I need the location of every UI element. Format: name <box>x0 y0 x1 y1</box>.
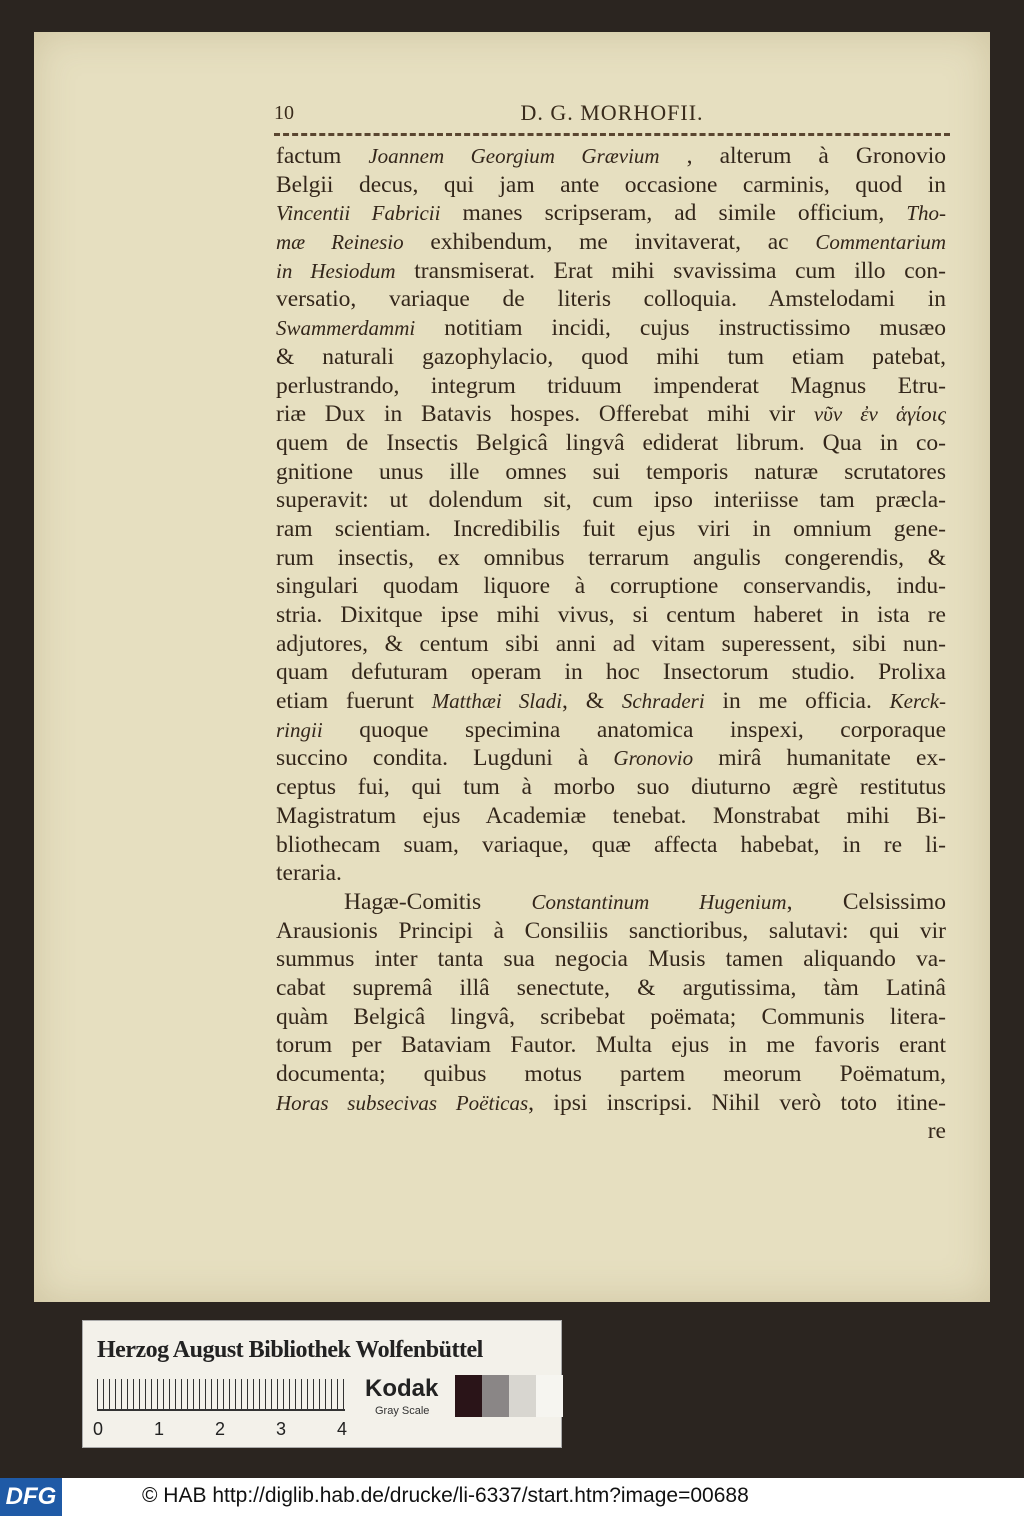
text-line <box>276 773 946 802</box>
italic-name: Gronovio <box>613 746 694 771</box>
text-segment: torum per Bataviam Fautor. Multa ejus in me favoris erant <box>276 1032 946 1059</box>
text-segment: perlustrando, integrum triduum impenderat Magnus Etru- <box>276 372 946 399</box>
italic-name: in Hesiodum <box>276 258 396 283</box>
italic-name: Kerck- <box>889 689 946 714</box>
text-segment: ram scientiam. Incredibilis fuit ejus viri in omnium gene- <box>276 515 946 542</box>
text-segment: mirâ humanitate ex- <box>693 745 946 772</box>
dfg-logo: DFG <box>0 1478 62 1516</box>
text-line <box>276 257 946 286</box>
italic-name: mæ Reinesio <box>276 230 404 255</box>
italic-name: Swammerdammi <box>276 316 416 341</box>
italic-name: Constantinum Hugenium <box>531 889 787 914</box>
italic-name: Commentarium <box>815 230 946 255</box>
text-segment: rum insectis, ex omnibus terrarum angulis congerendis, & <box>276 544 946 571</box>
text-segment: Hagæ-Comitis <box>344 888 532 915</box>
text-line <box>276 974 946 1003</box>
text-line <box>276 171 946 200</box>
italic-name: Horas subsecivas Poëticas <box>276 1090 529 1115</box>
text-line <box>276 687 946 716</box>
text-line <box>276 372 946 401</box>
text-line <box>276 658 946 687</box>
text-segment: singulari quodam liquore à corruptione conservandis, indu- <box>276 573 946 600</box>
text-segment: stria. Dixitque ipse mihi vivus, si centum haberet in ista re <box>276 602 946 628</box>
gray-scale-label: Gray Scale <box>375 1405 430 1417</box>
text-line <box>276 400 946 429</box>
gray-swatch <box>536 1375 563 1417</box>
page-number: 10 <box>274 102 294 124</box>
text-line <box>276 572 946 601</box>
text-segment: manes scripseram, ad simile officium, <box>440 200 907 227</box>
text-line <box>276 515 946 544</box>
footer-bar <box>0 1478 1024 1516</box>
header-rule <box>274 133 950 136</box>
text-segment: versatio, variaque de literis colloquia. Amstelodami in <box>276 286 946 313</box>
italic-name: Tho- <box>906 201 946 226</box>
text-segment: riæ Dux in Batavis hospes. Offerebat mihi vir <box>276 401 814 428</box>
text-line <box>276 744 946 773</box>
text-line <box>276 1117 946 1146</box>
text-segment: quem de Insectis Belgicâ lingvâ ediderat librum. Qua in co- <box>276 429 946 456</box>
text-line <box>276 1031 946 1060</box>
ruler-number: 4 <box>337 1419 348 1439</box>
text-line <box>276 343 946 372</box>
text-line <box>276 1089 946 1118</box>
text-segment: quàm Belgicâ lingvâ, scribebat poëmata; Communis litera- <box>276 1003 946 1030</box>
color-calibration-card <box>82 1320 562 1448</box>
text-segment: summus inter tanta sua negocia Musis tamen aliquando va- <box>276 946 946 973</box>
ruler-number: 1 <box>154 1419 165 1439</box>
text-line <box>276 630 946 659</box>
text-segment: Belgii decus, qui jam ante occasione carminis, quod in <box>276 171 946 198</box>
italic-name: Vincentii Fabricii <box>276 201 441 226</box>
text-line <box>276 859 946 888</box>
text-segment: , ipsi inscripsi. Nihil verò toto itine- <box>528 1089 946 1116</box>
text-line <box>276 716 946 745</box>
text-segment: , Celsissimo <box>786 888 946 915</box>
italic-name: Schraderi <box>621 689 705 714</box>
text-line <box>276 142 946 171</box>
text-segment: etiam fuerunt <box>276 688 432 715</box>
scale-ruler <box>97 1379 345 1411</box>
running-title: D. G. MORHOFII. <box>520 100 704 125</box>
text-segment: documenta; quibus motus partem meorum Poëmatum, <box>276 1061 946 1087</box>
text-line <box>276 1060 946 1089</box>
page-text <box>276 142 946 1146</box>
text-segment: & naturali gazophylacio, quod mihi tum etiam patebat, <box>276 343 946 370</box>
ruler-number: 0 <box>93 1419 104 1439</box>
text-line <box>276 228 946 257</box>
text-segment: in me officia. <box>704 688 890 715</box>
text-line <box>276 486 946 515</box>
text-line <box>276 458 946 487</box>
running-head <box>274 100 950 130</box>
text-segment: notitiam incidi, cujus instructissimo musæo <box>415 315 946 342</box>
gray-swatch <box>509 1375 536 1417</box>
text-segment: superavit: ut dolendum sit, cum ipso interiisse tam præcla- <box>276 487 946 514</box>
text-segment: re <box>927 1118 946 1145</box>
text-line <box>276 285 946 314</box>
text-segment: , & <box>562 688 622 715</box>
copyright-link[interactable]: © HAB http://diglib.hab.de/drucke/li-6337/start.htm?image=00688 <box>142 1484 749 1507</box>
text-line <box>276 888 946 917</box>
text-line <box>276 544 946 573</box>
italic-name: νῦν ἐν ἁγίοις <box>813 402 946 427</box>
italic-name: ringii <box>276 717 323 742</box>
text-segment: gnitione unus ille omnes sui temporis naturæ scrutatores <box>276 458 946 485</box>
ruler-number: 2 <box>215 1419 226 1439</box>
kodak-logo: Kodak <box>365 1375 439 1402</box>
text-segment: Arausionis Principi à Consiliis sanctioribus, salutavi: qui vir <box>276 917 946 944</box>
text-segment: ceptus fui, qui tum à morbo suo diuturno ægrè restitutus <box>276 774 946 801</box>
text-line <box>276 1003 946 1032</box>
text-segment: factum <box>276 143 369 169</box>
text-line <box>276 429 946 458</box>
text-line <box>276 802 946 831</box>
text-segment: , alterum à Gronovio <box>659 143 946 169</box>
text-segment: bliothecam suam, variaque, quæ affecta habebat, in re li- <box>276 831 946 858</box>
text-segment: Magistratum ejus Academiæ tenebat. Monstrabat mihi Bi- <box>276 802 946 829</box>
text-segment: cabat supremâ illâ senectute, & argutissima, tàm Latinâ <box>276 974 946 1001</box>
text-segment: quoque specimina anatomica inspexi, corporaque <box>322 716 946 743</box>
text-line <box>276 314 946 343</box>
italic-name: Matthæi Sladi <box>431 689 563 714</box>
text-segment: quam defuturam operam in hoc Insectorum studio. Prolixa <box>276 659 946 686</box>
italic-name: Joannem Georgium Grævium <box>368 144 660 168</box>
text-line <box>276 917 946 946</box>
text-segment: succino condita. Lugduni à <box>276 745 614 772</box>
ruler-number: 3 <box>276 1419 287 1439</box>
text-line <box>276 945 946 974</box>
text-segment: exhibendum, me invitaverat, ac <box>403 229 816 256</box>
gray-swatch <box>482 1375 509 1417</box>
text-line <box>276 601 946 630</box>
gray-swatch <box>455 1375 482 1417</box>
text-segment: adjutores, & centum sibi anni ad vitam superessent, sibi nun- <box>276 630 946 657</box>
text-segment: teraria. <box>276 860 342 887</box>
library-name: Herzog August Bibliothek Wolfenbüttel <box>97 1337 483 1363</box>
text-line <box>276 831 946 860</box>
text-line <box>276 199 946 228</box>
text-segment: transmiserat. Erat mihi svavissima cum illo con- <box>395 257 946 284</box>
